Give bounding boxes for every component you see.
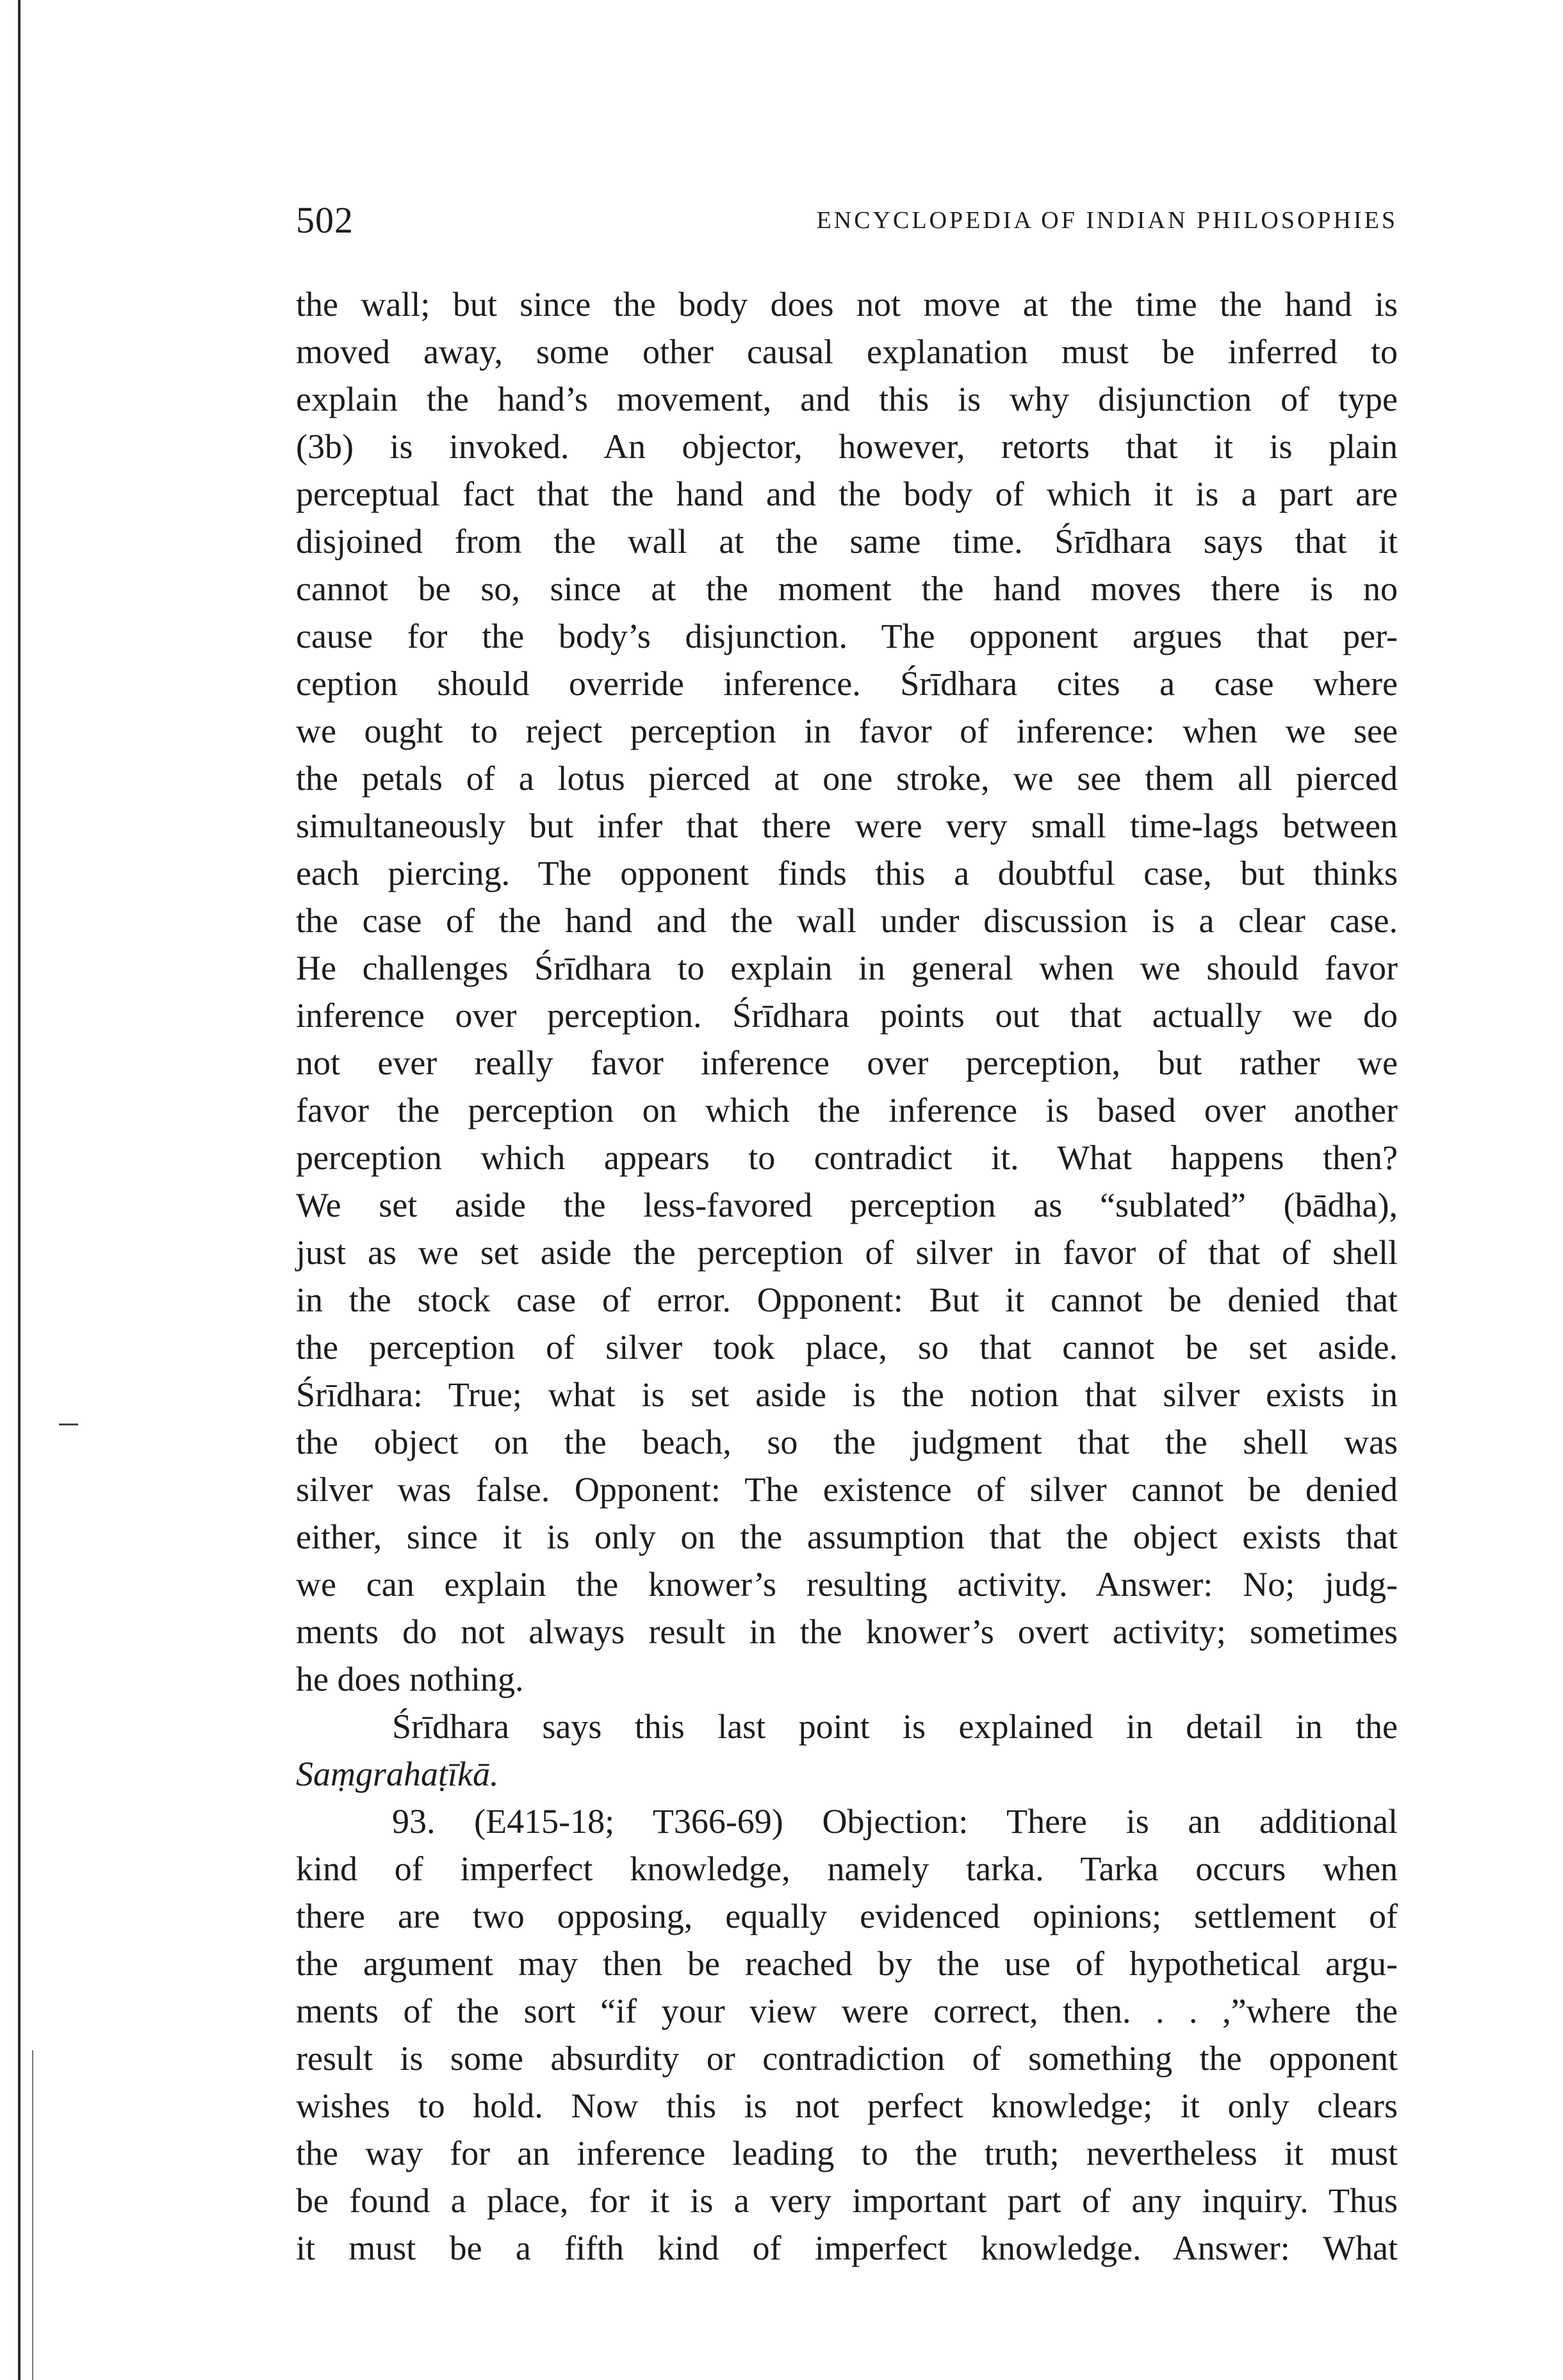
text-line: moved away, some other causal explanation must be inferred to bbox=[296, 332, 1398, 371]
text-line: wishes to hold. Now this is not perfect knowledge; it only clears bbox=[296, 2087, 1398, 2125]
text-line: silver was false. Opponent: The existence of silver cannot be denied bbox=[296, 1470, 1398, 1509]
text-line: cause for the body’s disjunction. The opponent argues that per- bbox=[296, 617, 1398, 655]
text-line: the argument may then be reached by the use of hypothetical argu- bbox=[296, 1944, 1398, 1983]
body-text bbox=[296, 281, 1398, 2272]
text-line: not ever really favor inference over perception, but rather we bbox=[296, 1044, 1398, 1082]
text-line: ception should override inference. Śrīdhara cites a case where bbox=[296, 664, 1398, 703]
text-line: result is some absurdity or contradiction of something the opponent bbox=[296, 2039, 1398, 2078]
page-edge-line bbox=[18, 0, 20, 2380]
text-line: Śrīdhara: True; what is set aside is the notion that silver exists in bbox=[296, 1375, 1398, 1414]
text-line: be found a place, for it is a very important part of any inquiry. Thus bbox=[296, 2181, 1398, 2220]
text-line: He challenges Śrīdhara to explain in general when we should favor bbox=[296, 949, 1398, 987]
page-number: 502 bbox=[296, 199, 354, 241]
text-line: the way for an inference leading to the truth; nevertheless it must bbox=[296, 2134, 1398, 2172]
text-line: kind of imperfect knowledge, namely tarka. Tarka occurs when bbox=[296, 1850, 1398, 1888]
text-line: the case of the hand and the wall under discussion is a clear case. bbox=[296, 901, 1398, 940]
page-header bbox=[296, 199, 1398, 250]
text-line: cannot be so, since at the moment the hand moves there is no bbox=[296, 570, 1398, 608]
text-line: favor the perception on which the inference is based over another bbox=[296, 1091, 1398, 1129]
text-line: there are two opposing, equally evidenced opinions; settlement of bbox=[296, 1897, 1398, 1935]
text-line: the petals of a lotus pierced at one stroke, we see them all pierced bbox=[296, 759, 1398, 798]
text-line: inference over perception. Śrīdhara points out that actually we do bbox=[296, 996, 1398, 1035]
text-line: 93. (E415-18; T366-69) Objection: There is an additional bbox=[392, 1802, 1398, 1841]
text-line: perception which appears to contradict it. What happens then? bbox=[296, 1138, 1398, 1177]
margin-mark bbox=[59, 1424, 78, 1425]
text-line-italic: Saṃgrahaṭīkā. bbox=[296, 1755, 499, 1793]
text-line: he does nothing. bbox=[296, 1660, 524, 1698]
text-line: either, since it is only on the assumption that the object exists that bbox=[296, 1518, 1398, 1556]
text-line: ments of the sort “if your view were correct, then. . . ,”where the bbox=[296, 1992, 1398, 2030]
text-line: we ought to reject perception in favor of inference: when we see bbox=[296, 712, 1398, 750]
text-line: the perception of silver took place, so that cannot be set aside. bbox=[296, 1328, 1398, 1366]
text-line: Śrīdhara says this last point is explained in detail in the bbox=[392, 1707, 1398, 1746]
text-line: each piercing. The opponent finds this a doubtful case, but thinks bbox=[296, 854, 1398, 892]
running-head: ENCYCLOPEDIA OF INDIAN PHILOSOPHIES bbox=[816, 207, 1398, 234]
text-line: simultaneously but infer that there were very small time-lags between bbox=[296, 807, 1398, 845]
text-line: in the stock case of error. Opponent: But it cannot be denied that bbox=[296, 1281, 1398, 1319]
text-line: the object on the beach, so the judgment that the shell was bbox=[296, 1423, 1398, 1461]
page-edge-line-secondary bbox=[32, 2050, 33, 2380]
text-line: it must be a fifth kind of imperfect knowledge. Answer: What bbox=[296, 2229, 1398, 2267]
text-line: the wall; but since the body does not move at the time the hand is bbox=[296, 285, 1398, 324]
text-line: explain the hand’s movement, and this is why disjunction of type bbox=[296, 380, 1398, 418]
text-line: we can explain the knower’s resulting activity. Answer: No; judg- bbox=[296, 1565, 1398, 1604]
text-line: disjoined from the wall at the same time. Śrīdhara says that it bbox=[296, 522, 1398, 561]
text-line: (3b) is invoked. An objector, however, retorts that it is plain bbox=[296, 427, 1398, 466]
text-line: We set aside the less-favored perception as “sublated” (bādha), bbox=[296, 1186, 1398, 1224]
text-line: ments do not always result in the knower’s overt activity; sometimes bbox=[296, 1613, 1398, 1651]
text-line: perceptual fact that the hand and the body of which it is a part are bbox=[296, 475, 1398, 513]
text-line: just as we set aside the perception of silver in favor of that of shell bbox=[296, 1233, 1398, 1272]
